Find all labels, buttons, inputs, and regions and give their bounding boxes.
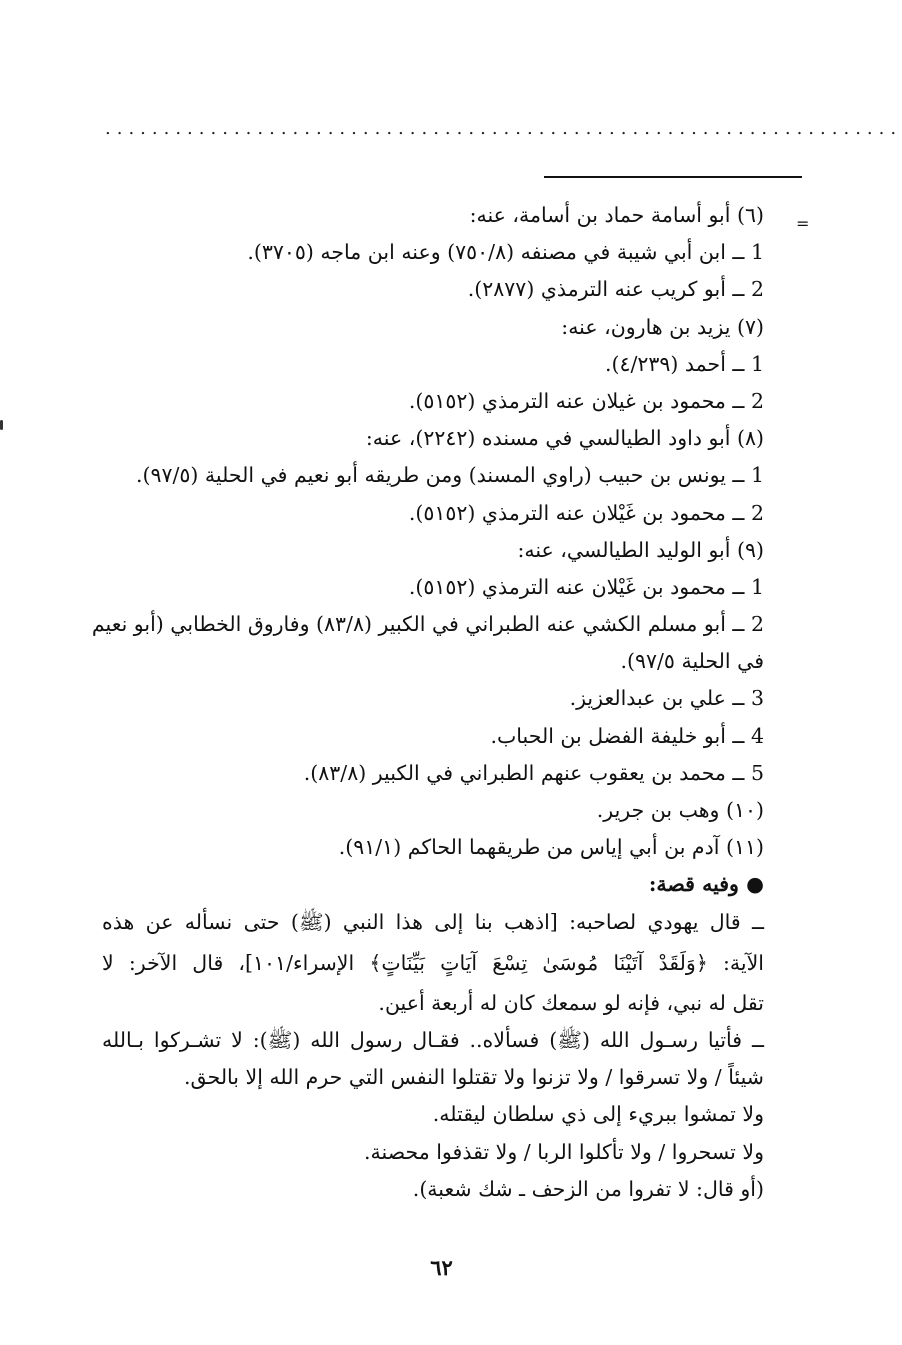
text-line: 1 ــ ابن أبي شيبة في مصنفه (٧٥٠/٨) وعنه ابن ماجه (٣٧٠٥). xyxy=(247,240,764,265)
dotted-separator: .................................................................... xyxy=(105,118,902,139)
text-line: (١٠) وهب بن جرير. xyxy=(596,798,764,822)
text-line: تقل له نبي، فإنه لو سمعك كان له أربعة أعين. xyxy=(378,990,764,1015)
text-line: ولا تسحروا / ولا تأكلوا الربا / ولا تقذفوا محصنة. xyxy=(364,1139,764,1164)
text-line: (٧) يزيد بن هارون، عنه: xyxy=(561,314,764,339)
text-line: 2 ــ محمود بن غَيْلان عنه الترمذي (٥١٥٢). xyxy=(408,500,764,525)
text-line: (٦) أبو أسامة حماد بن أسامة، عنه: xyxy=(469,203,764,227)
text-line: 1 ــ أحمد (٤/٢٣٩). xyxy=(604,351,764,376)
text-line: 2 ــ أبو كريب عنه الترمذي (٢٨٧٧). xyxy=(467,277,764,302)
continuation-mark: = xyxy=(796,214,810,233)
quran-verse-line: الآية: ﴿وَلَقَدْ آتَيْنَا مُوسَىٰ تِسْعَ آيَاتٍ بَيِّنَاتٍ﴾ الإسراء/١٠١]، قال الآخر: لا xyxy=(102,950,764,975)
text-line: 5 ــ محمد بن يعقوب عنهم الطبراني في الكبير (٨٣/٨). xyxy=(303,760,764,785)
text-line: ● وفيه قصة: xyxy=(648,872,764,897)
text-line: 1 ــ محمود بن غَيْلان عنه الترمذي (٥١٥٢). xyxy=(408,574,764,599)
text-line: في الحلية ٩٧/٥). xyxy=(620,649,764,674)
text-line: 1 ــ يونس بن حبيب (راوي المسند) ومن طريقه أبو نعيم في الحلية (٩٧/٥). xyxy=(135,463,764,488)
footnote-text xyxy=(91,197,764,1208)
text-line: شيئاً / ولا تسرقوا / ولا تزنوا ولا تقتلوا النفس التي حرم الله إلا بالحق. xyxy=(183,1065,764,1090)
text-line: ــ قال يهودي لصاحبه: [اذهب بنا إلى هذا النبي (ﷺ) حتى نسأله عن هذه xyxy=(102,909,764,934)
text-line: (أو قال: لا تفروا من الزحف ـ شك شعبة). xyxy=(412,1176,764,1201)
text-line: 3 ــ علي بن عبدالعزيز. xyxy=(569,686,764,711)
text-line: ولا تمشوا ببريء إلى ذي سلطان ليقتله. xyxy=(432,1102,764,1127)
text-line: 2 ــ محمود بن غيلان عنه الترمذي (٥١٥٢). xyxy=(408,388,764,413)
scan-edge-mark xyxy=(0,420,3,430)
text-line: 4 ــ أبو خليفة الفضل بن الحباب. xyxy=(490,723,764,748)
footnote-rule xyxy=(544,176,802,178)
text-line: ــ فأتيا رسـول الله (ﷺ) فسألاه.. فقـال رسول الله (ﷺ): لا تشـركوا بـالله xyxy=(102,1027,764,1052)
text-line: 2 ــ أبو مسلم الكشي عنه الطبراني في الكبير (٨٣/٨) وفاروق الخطابي (أبو نعيم xyxy=(91,612,764,637)
text-line: (٩) أبو الوليد الطيالسي، عنه: xyxy=(517,537,764,562)
text-line: (١١) آدم بن أبي إياس من طريقهما الحاكم (٩١/١). xyxy=(338,835,764,860)
page-number: ٦٢ xyxy=(430,1255,453,1280)
text-line: (٨) أبو داود الطيالسي في مسنده (٢٢٤٢)، عنه: xyxy=(365,426,764,451)
